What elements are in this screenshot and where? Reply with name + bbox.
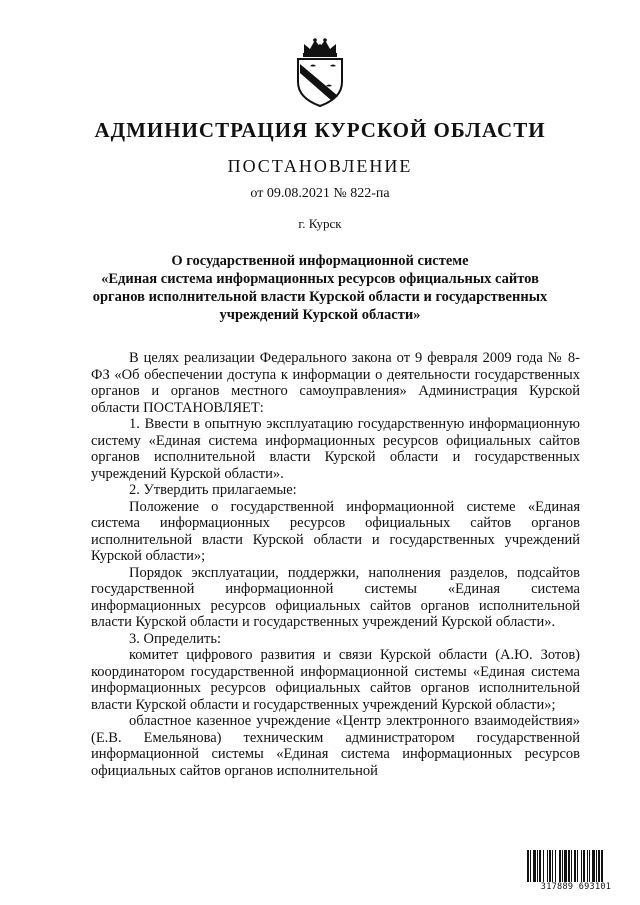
barcode-bar [581, 850, 582, 882]
coat-of-arms-emblem [290, 36, 350, 108]
document-type: ПОСТАНОВЛЕНИЕ [227, 156, 413, 176]
barcode-bar [539, 850, 541, 882]
barcode-bar [547, 850, 548, 882]
document-body [91, 350, 580, 779]
body-paragraph: В целях реализации Федерального закона от 9 февраля 2009 года № 8-ФЗ «Об обеспечении доступа к информации о деятельности государственных органов и органов местного самоуправления» Администрация Курской области ПОСТАНОВЛЯЕТ: [91, 350, 580, 416]
heading-line: органов исполнительной власти Курской области и государственных [92, 289, 548, 305]
heading-line: учреждений Курской области» [219, 307, 421, 323]
barcode-number: 317889 693101 [540, 882, 612, 892]
barcode-bar [555, 850, 556, 882]
body-paragraph: 1. Ввести в опытную эксплуатацию государственную информационную систему «Единая система информационных ресурсов официальных сайтов органов исполнительной власти Курской области и государственных учреждений Курской области». [91, 416, 580, 482]
barcode-bar [589, 850, 590, 882]
body-paragraph: Порядок эксплуатации, поддержки, наполнения разделов, подсайтов государственной информационной системы «Единая система информационных ресурсов официальных сайтов органов исполнительной власти Курской области и государственных учреждений Курской области». [91, 564, 580, 630]
document-city: г. Курск [298, 216, 342, 231]
heading-line: «Единая система информационных ресурсов официальных сайтов [101, 271, 539, 287]
body-paragraph: областное казенное учреждение «Центр электронного взаимодействия» (Е.В. Емельянова) техническим администратором государственной информационной системы «Единая система информационных ресурсов официальных сайтов органов исполнительной [91, 713, 580, 779]
barcode-bars [527, 850, 625, 882]
barcode-bar [564, 850, 567, 882]
organization-title: АДМИНИСТРАЦИЯ КУРСКОЙ ОБЛАСТИ [94, 118, 546, 142]
heading-line: О государственной информационной системе [171, 253, 469, 269]
barcode-bar [574, 850, 576, 882]
barcode-bar [543, 850, 544, 882]
barcode-bar [583, 850, 585, 882]
barcode-bar [577, 850, 578, 882]
barcode-bar [601, 850, 603, 882]
barcode-bar [562, 850, 563, 882]
barcode-bar [549, 850, 551, 882]
barcode-bar [568, 850, 570, 882]
body-paragraph: Положение о государственной информационной системе «Единая система информационных ресурсов официальных сайтов органов исполнительной власти Курской области и государственных учреждений Курской области»; [91, 498, 580, 564]
barcode [527, 850, 625, 894]
barcode-bar [598, 850, 600, 882]
barcode-bar [559, 850, 561, 882]
barcode-bar [527, 850, 529, 882]
barcode-bar [533, 850, 536, 882]
barcode-bar [537, 850, 538, 882]
barcode-bar [596, 850, 597, 882]
barcode-bar [592, 850, 595, 882]
barcode-bar [587, 850, 588, 882]
body-paragraph: комитет цифрового развития и связи Курской области (А.Ю. Зотов) координатором государственной информационной системы «Единая система информационных ресурсов официальных сайтов органов исполнительной власти Курской области и государственных учреждений Курской области»; [91, 647, 580, 713]
barcode-bar [571, 850, 572, 882]
barcode-bar [530, 850, 531, 882]
barcode-bar [552, 850, 553, 882]
document-date-number: от 09.08.2021 № 822-па [250, 186, 390, 201]
body-paragraph: 2. Утвердить прилагаемые: [129, 482, 297, 498]
body-paragraph: 3. Определить: [129, 630, 222, 647]
document-heading [70, 252, 570, 324]
